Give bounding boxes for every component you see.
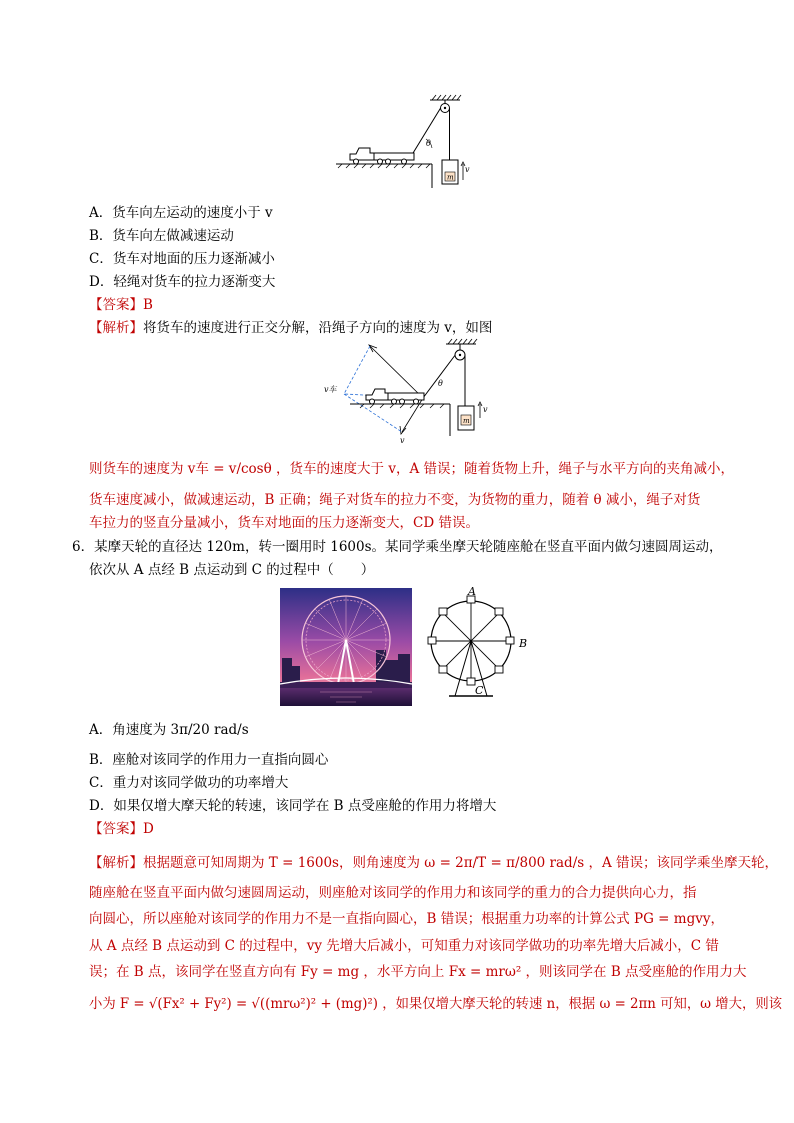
- q5-answer: 【答案】B: [89, 297, 153, 313]
- analysis-tag: 【解析】: [89, 320, 143, 336]
- q6-explain-1: 【解析】根据题意可知周期为 T = 1600s，则角速度为 ω = 2π/T = π/800 rad/s ，A 错误；该同学乘坐摩天轮，: [89, 855, 779, 871]
- q5-option-a: A．货车向左运动的速度小于 v: [89, 205, 273, 221]
- q5-option-c: C．货车对地面的压力逐渐减小: [89, 251, 275, 267]
- mass-label: m: [447, 173, 454, 182]
- q6-explain-4: 从 A 点经 B 点运动到 C 的过程中，vy 先增大后减小，可知重力对该同学做功的功率先增大后减小，C 错: [89, 938, 719, 954]
- truck-icon: [350, 148, 414, 164]
- analysis-tag: 【解析】: [89, 855, 143, 871]
- label-b: B: [519, 637, 528, 650]
- q6-stem-2: 依次从 A 点经 B 点运动到 C 的过程中（ ）: [89, 562, 375, 578]
- q6-option-c: C．重力对该同学做功的功率增大: [89, 775, 289, 791]
- q6-answer: 【答案】D: [89, 821, 154, 837]
- label-c: C: [475, 684, 484, 697]
- q6-option-a: A．角速度为 3π/20 rad/s: [89, 722, 249, 738]
- ferris-wheel-photo: [280, 588, 412, 706]
- q6-explain-5: 误；在 B 点，该同学在竖直方向有 Fy = mg ，水平方向上 Fx = mrω² ，则该同学在 B 点受座舱的作用力大: [89, 964, 747, 980]
- theta-label: θ: [426, 139, 431, 148]
- ferris-wheel-diagram: [425, 586, 537, 706]
- v-label: v: [465, 165, 470, 174]
- q5-explain-3: 车拉力的竖直分量减小，货车对地面的压力逐渐变大，CD 错误。: [89, 515, 479, 531]
- q6-stem-1: 6．某摩天轮的直径达 120m，转一圈用时 1600s。某同学乘坐摩天轮随座舱在竖直平面内做匀速圆周运动，: [72, 539, 723, 555]
- label-a: A: [468, 585, 476, 598]
- q6-explain-6: 小为 F = √(Fx² + Fy²) = √((mrω²)² + (mg)²) ，如果仅增大摩天轮的转速 n，根据 ω = 2πn 可知，ω 增大，则该: [89, 996, 783, 1012]
- q6-explain-2: 随座舱在竖直平面内做匀速圆周运动，则座舱对该同学的作用力和该同学的重力的合力提供向心力，指: [89, 885, 697, 901]
- q5-option-d: D．轻绳对货车的拉力逐渐变大: [89, 274, 276, 290]
- svg-text:v: v: [483, 405, 488, 414]
- q5-option-b: B．货车向左做减速运动: [89, 228, 234, 244]
- q6-option-d: D．如果仅增大摩天轮的转速，该同学在 B 点受座舱的作用力将增大: [89, 798, 497, 814]
- q6-explain-3: 向圆心，所以座舱对该同学的作用力不是一直指向圆心，B 错误；根据重力功率的计算公式 PG = mgvy，: [89, 911, 724, 927]
- truck-pulley-figure: [334, 92, 470, 190]
- truck-icon: [366, 389, 424, 404]
- q5-analysis-intro: [89, 319, 492, 337]
- q5-explain-1: 则货车的速度为 v车 = v/cosθ ，货车的速度大于 v，A 错误；随着货物上升，绳子与水平方向的夹角减小，: [89, 461, 734, 477]
- svg-text:v: v: [400, 436, 405, 445]
- q5-explain-2: 货车速度减小，做减速运动，B 正确；绳子对货车的拉力不变，为货物的重力，随着 θ 减小，绳子对货: [89, 492, 701, 508]
- velocity-decomposition-figure: [320, 338, 495, 450]
- q6-option-b: B．座舱对该同学的作用力一直指向圆心: [89, 752, 329, 768]
- analysis-intro-text: 将货车的速度进行正交分解，沿绳子方向的速度为 v，如图: [143, 320, 493, 336]
- v-car-label: v车: [324, 385, 337, 394]
- svg-text:m: m: [463, 417, 470, 425]
- svg-text:θ: θ: [438, 379, 443, 388]
